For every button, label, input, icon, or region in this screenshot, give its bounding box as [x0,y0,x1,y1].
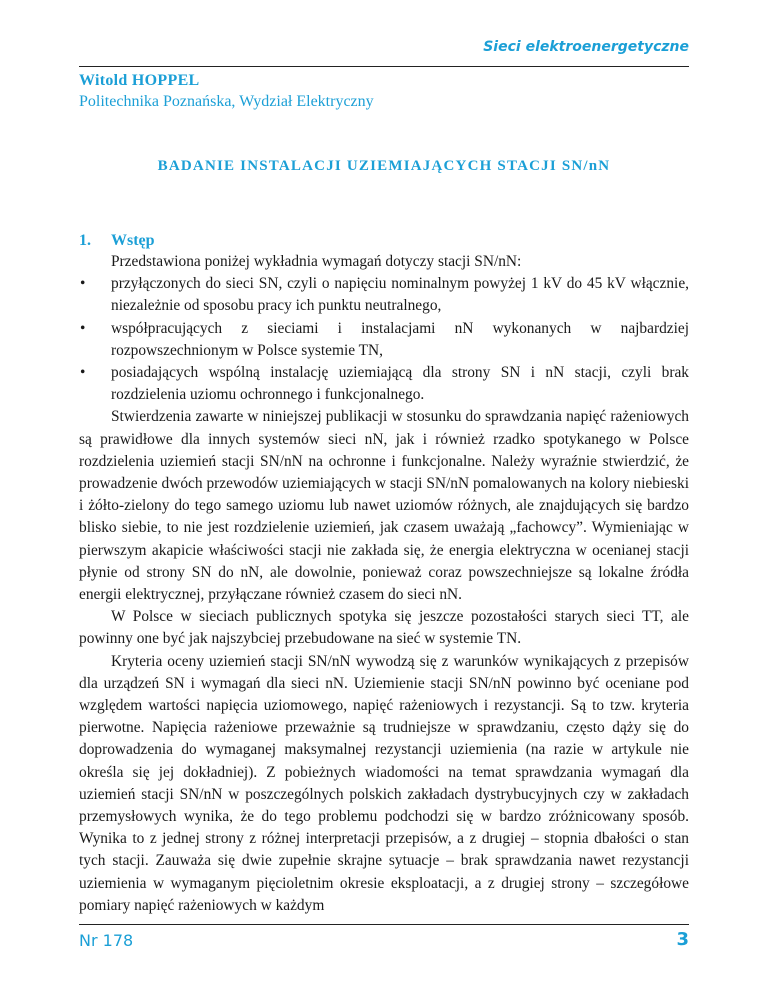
author-name: Witold HOPPEL [79,72,200,89]
requirements-list [79,273,689,406]
journal-header: Sieci elektroenergetyczne [483,39,689,55]
bullet-icon: • [80,319,86,337]
page-number: 3 [676,929,689,950]
body-paragraph: W Polsce w sieciach publicznych spotyka się jeszcze pozostałości starych sieci TT, ale powinny one być jak najszybciej przebudowane na sieć w systemie TN. [79,608,689,648]
body-paragraph: Stwierdzenia zawarte w niniejszej publikacji w stosunku do sprawdzania napięć rażeniowych są prawidłowe dla innych systemów sieci nN, jak i również rzadko spotykanego w Polsce rozdzielenia uziemień stacji SN/nN na ochronne i funkcjonalne. Należy wyraźnie stwierdzić, że prowadzenie dwóch przewodów uziemiających w stacji SN/nN pomalowanych na kolory niebieski i żółto-zielony do tego samego uziomu lub nawet uziomów różnych, ale znajdujących się bardzo blisko siebie, to nie jest rozdzielenie uziemień, jak czasem uważają „fachowcy”. Wymieniając w pierwszym akapicie właściwości stacji nie zakłada się, że energia elektryczna w ocenianej stacji płynie od strony SN do nN, ale dowolnie, ponieważ coraz powszechniejsze są lokalne źródła energii elektrycznej, przyłączane również czasem do sieci nN. [79,408,689,604]
list-item [79,318,689,362]
list-item-text: współpracujących z sieciami i instalacjami nN wykonanych w najbardziej rozpowszechnionym w Polsce systemie TN, [111,319,689,359]
intro-paragraph: Przedstawiona poniżej wykładnia wymagań dotyczy stacji SN/nN: [111,253,522,270]
article-title: BADANIE INSTALACJI UZIEMIAJĄCYCH STACJI SN/nN [157,158,611,174]
body-paragraph: Kryteria oceny uziemień stacji SN/nN wywodzą się z warunków wynikających z przepisów dla urządzeń SN i wymagań dla sieci nN. Uziemienie stacji SN/nN powinno być oceniane pod względem wartości napięcia uziomowego, napięć rażeniowych i rezystancji. Są to tzw. kryteria pierwotne. Napięcia rażeniowe przeważnie są trudniejsze w sprawdzaniu, często dąży się do doprowadzenia do wymaganej maksymalnej rezystancji uziemienia (na razie w artykule nie określa się jej dokładniej). Z pobieżnych wiadomości na temat sprawdzania wymagań dla uziemień stacji SN/nN w poszczególnych polskich zakładach dystrybucyjnych czy w zakładach przemysłowych wynika, że do tego problemu podchodzi się w bardzo zróżnicowany sposób. Wynika to z jednej strony z różnej interpretacji przepisów, a z drugiej – stopnia dbałości o stan tych stacji. Zauważa się dwie zupełnie skrajne sytuacje – brak sprawdzania nawet rezystancji uziemienia w wymaganym pięcioletnim okresie eksploatacji, a z drugiej strony – szczegółowe pomiary napięć rażeniowych w każdym [79,652,689,914]
list-item-text: posiadających wspólną instalację uziemiającą dla strony SN i nN stacji, czyli brak rozdzielenia uziomu ochronnego i funkcjonalnego. [111,364,689,404]
footer-rule [79,924,689,925]
list-item [79,273,689,317]
section-title: Wstęp [111,232,155,249]
list-item [79,362,689,406]
issue-number: Nr 178 [79,931,134,950]
bullet-icon: • [80,364,86,382]
author-affiliation: Politechnika Poznańska, Wydział Elektryczny [79,93,374,110]
list-item-text: przyłączonych do sieci SN, czyli o napięciu nominalnym powyżej 1 kV do 45 kV włącznie, niezależnie od sposobu pracy ich punktu neutralnego, [111,275,689,315]
header-rule [79,66,689,67]
bullet-icon: • [80,275,86,293]
article-body [79,251,689,917]
section-heading [79,232,155,250]
section-number: 1. [79,232,91,249]
